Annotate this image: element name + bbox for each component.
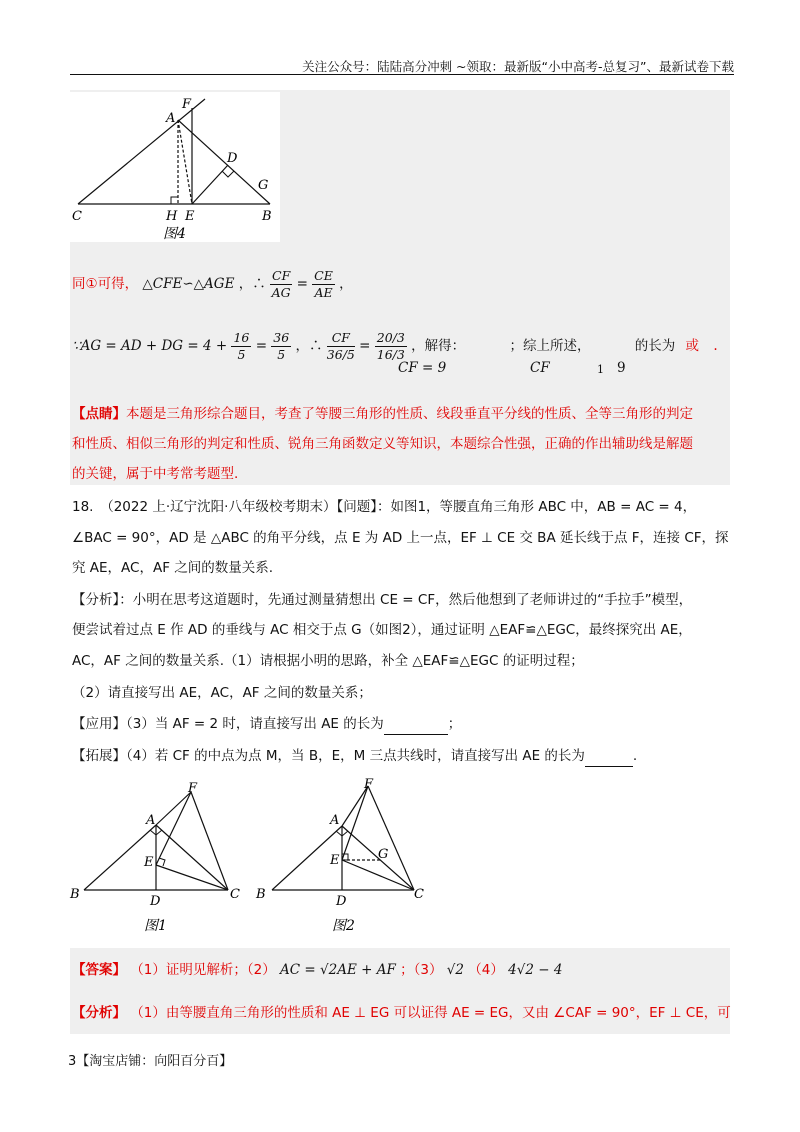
figure-2-caption: 图2 [332,918,355,934]
period: . [632,748,638,764]
denominator: AG [271,285,291,300]
header-divider [70,74,734,75]
problem-line-3: 究 AE，AC，AF 之间的数量关系. [72,560,274,576]
analysis-line-1: 【分析】：小明在思考这道题时，先通过测量猜想出 CE = CF，然后他想到了老师讲过的“手拉手”模型， [72,592,693,608]
label-B: B [256,887,266,902]
solution-cf-value: CF = 9 [398,360,447,376]
answer-part-3: ；（3） [400,962,443,978]
segment-AF [342,786,368,826]
page-footer: 3【淘宝店铺：向阳百分百】 [68,1054,233,1069]
denominator: 36/5 [326,347,355,362]
length-text: 的长为 [634,338,676,354]
fraction-ce-ae [312,268,335,301]
figure-1 [66,780,256,940]
label-B: B [70,887,80,902]
answer-value-4: 4√2 − 4 [508,962,563,978]
label-F: F [364,777,374,792]
equals: = [296,276,308,292]
comment-label: 【点睛】 [72,406,126,422]
solution-cf-label: CF [530,360,550,376]
problem-line-2: ∠BAC = 90°，AD 是 △ABC 的角平分线，点 E 为 AD 上一点，EF ⊥ CE 交 BA 延长线于点 F，连接 CF，探 [72,530,729,546]
solution-line-1 [72,268,353,301]
segment-AF [156,792,191,825]
problem-line-1: 18. （2022 上·辽宁沈阳·八年级校考期末）【问题】：如图1，等腰直角三角形 ABC 中，AB = AC = 4， [72,499,697,515]
label-D: D [336,894,347,909]
analysis-line-2: 便尝试着过点 E 作 AD 的垂线与 AC 相交于点 G（如图2），通过证明 △EAF≌△EGC，最终探究出 AE， [72,622,692,638]
figure-4-diagram [70,92,280,242]
label-G: G [258,178,269,193]
comma: ， [339,276,353,292]
application-text: 【应用】（3）当 AF = 2 时，请直接写出 AE 的长为 [72,716,384,732]
figure-2-diagram [254,776,444,940]
application-line [72,714,461,735]
segment-CF [78,99,205,204]
figure-4-caption: 图4 [163,226,186,242]
denominator: 5 [277,347,286,362]
analysis-text: （1）由等腰直角三角形的性质和 AE ⊥ EG 可以证得 AE = EG，又由 ∠CAF = 90°，EF ⊥ CE，可 [130,1005,731,1021]
comment-line-3: 的关键，属于中考常考题型. [72,466,239,482]
label-G: G [378,847,389,862]
denominator: 5 [237,347,246,362]
label-B: B [262,209,272,224]
analysis-start-line [72,1003,731,1023]
figure-1-diagram [66,780,256,940]
text: 同①可得， [72,276,139,292]
segment-AE [178,120,192,204]
ag-expression: ∵AG = AD + DG = 4 + [72,338,228,354]
label-A: A [330,813,340,828]
answer-blank-4 [585,746,633,767]
label-F: F [182,97,192,112]
fraction-cf-over-36-5 [327,330,355,363]
extension-line [72,746,637,767]
numerator: 16 [233,330,250,345]
figure-4 [70,92,280,242]
label-E: E [330,853,340,868]
numerator: 20/3 [376,330,405,345]
similar-triangles: △CFE∽△AGE [142,276,235,292]
segment-EF [156,792,191,865]
label-E: E [185,209,195,224]
or-text: 或 [685,338,700,354]
answer-relation: AC = √2AE + AF [280,962,396,978]
semicolon: ； [447,716,462,732]
therefore: ，∴ [238,276,266,292]
extension-text: 【拓展】（4）若 CF 的中点为点 M，当 B，E，M 三点共线时，请直接写出 AE 的长为 [72,748,585,764]
answer-line [72,960,562,980]
fraction-36-5 [271,330,291,363]
answer-part-1: （1）证明见解析；（2） [130,962,276,978]
answer-part-4: （4） [468,962,504,978]
segment-ED [192,165,228,204]
equals: = [255,338,267,354]
label-C: C [72,209,82,224]
label-C: C [230,887,240,902]
segment-FC [368,786,414,890]
denominator: 16/3 [376,347,405,362]
period: . [713,338,718,354]
answer-sqrt2: √2 [446,962,464,978]
label-A: A [146,813,156,828]
page-header: 关注公众号：陆陆高分冲刺 ~领取：最新版“小中高考-总复习”、最新试卷下载 [302,59,734,74]
comment-line-1 [72,404,693,424]
therefore: ，∴ [295,338,323,354]
label-A: A [166,111,176,126]
right-angle-D [222,171,234,177]
figure-1-caption: 图1 [144,918,167,934]
analysis-line-3: AC，AF 之间的数量关系.（1）请根据小明的思路，补全 △EAF≌△EGC 的证明过程； [72,653,584,669]
label-D: D [150,894,161,909]
figure-2 [254,776,444,940]
label-E: E [144,855,154,870]
analysis-label: 【分析】 [72,1005,126,1021]
label-F: F [188,781,198,796]
label-C: C [414,887,424,902]
label-H: H [166,209,178,224]
segment-EC [156,865,228,890]
equals: = [359,338,371,354]
analysis-line-4: （2）请直接写出 AE，AC，AF 之间的数量关系； [72,685,372,701]
summary-text: ；综上所述， [509,338,591,354]
comment-text: 本题是三角形综合题目，考查了等腰三角形的性质、线段垂直平分线的性质、全等三角形的判定 [126,406,693,422]
numerator: CF [327,330,355,347]
solve-text: ，解得： [411,338,466,354]
fraction-cf-ag [270,268,292,301]
label-D: D [227,151,238,166]
solution-one: 1 [597,363,604,376]
numerator: CE [314,268,333,283]
numerator: 36 [273,330,290,345]
segment-FC [191,792,228,890]
fraction-16-5 [231,330,251,363]
answer-label: 【答案】 [72,962,126,978]
right-angle-E [159,858,165,866]
segment-AC [156,825,228,890]
denominator: AE [314,285,333,300]
segment-EF [342,786,368,860]
right-angle-H [171,197,178,204]
comment-line-2: 和性质、相似三角形的判定和性质、锐角三角函数定义等知识，本题综合性强，正确的作出辅助线是解题 [72,436,693,452]
answer-blank-3 [384,714,448,735]
solution-nine: 9 [617,360,626,376]
numerator: CF [272,268,291,283]
